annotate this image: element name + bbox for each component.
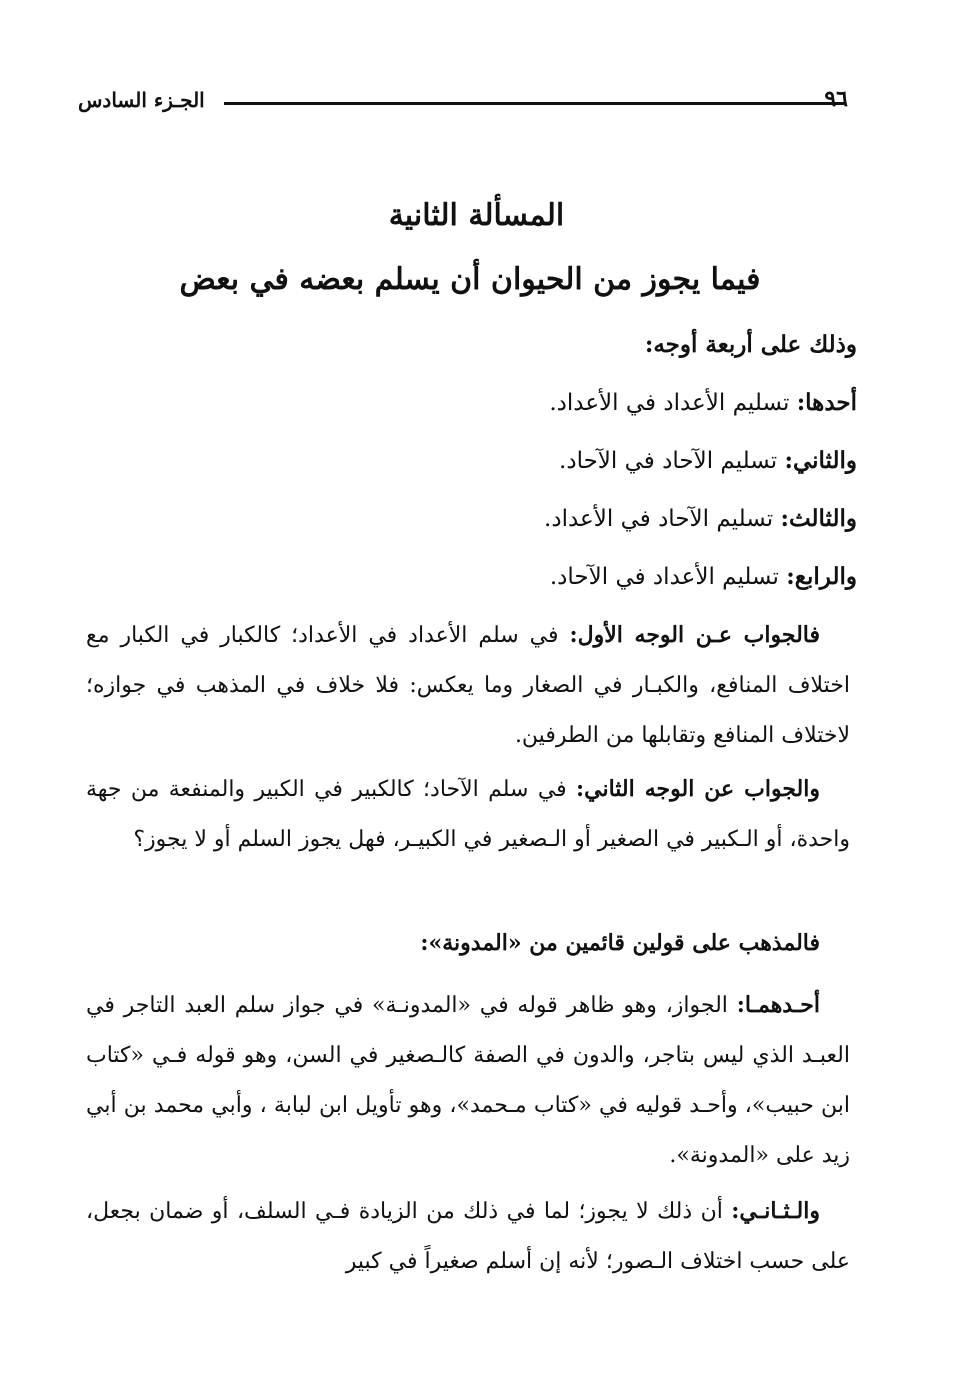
paragraph-lead: والجواب عن الوجه الثاني:: [576, 776, 820, 802]
paragraph: [86, 980, 850, 1181]
paragraph: [86, 764, 850, 865]
item-lead: والثاني:: [784, 447, 857, 474]
paragraph-text: أن ذلك لا يجوز؛ لما في ذلك من الزيادة فـي السلف، أو ضمان بجعل، على حسب اختلاف الـصور؛ لأنه إن أسلم صغيراً في كبير: [86, 1199, 850, 1274]
chapter-title: المسألة الثانية: [388, 198, 565, 233]
item-text: تسليم الأعداد في الأعداد.: [549, 390, 797, 416]
page-header: [78, 82, 848, 122]
list-item: [550, 562, 857, 592]
item-lead: والثالث:: [780, 505, 857, 532]
paragraph-lead: فالمذهب على قولين قائمين من «المدونة»:: [420, 930, 820, 956]
intro-line: [645, 330, 857, 360]
paragraph-lead: فالجواب عـن الوجه الأول:: [569, 622, 820, 648]
paragraph-lead: والـثـانـي:: [731, 1198, 820, 1224]
paragraph: [86, 1186, 850, 1287]
header-rule: [224, 102, 844, 105]
chapter-subtitle: فيما يجوز من الحيوان أن يسلم بعضه في بعض: [179, 262, 761, 297]
list-item: [549, 388, 857, 418]
section-title: الجـزء السادس: [78, 88, 205, 112]
item-text: تسليم الآحاد في الأعداد.: [544, 506, 781, 532]
list-item: [559, 446, 857, 476]
list-item: [544, 504, 857, 534]
intro-text: وذلك على أربعة أوجه:: [644, 331, 857, 358]
item-lead: أحدها:: [796, 389, 857, 416]
item-text: تسليم الأعداد في الآحاد.: [549, 564, 787, 590]
paragraph-text: في سلم الآحاد؛ كالكبير في الكبير والمنفعة من جهة واحدة، أو الـكبير في الصغير أو الـصغير في الكبيـر، فهل يجوز السلم أو لا يجوز؟: [86, 777, 850, 852]
paragraph-text: في سلم الأعداد في الأعداد؛ كالكبار في الكبار مع اختلاف المنافع، والكبـار في الصغار وما يعكس: فلا خلاف في المذهب في جوازه؛ لاختلاف المنافع وتقابلها من الطرفين.: [86, 623, 850, 748]
paragraph: [86, 610, 850, 761]
page-number: ٩٦: [824, 86, 848, 112]
item-lead: والرابع:: [786, 563, 857, 590]
paragraph-lead: أحـدهمـا:: [736, 992, 820, 1018]
item-text: تسليم الآحاد في الآحاد.: [559, 448, 785, 474]
paragraph: [86, 918, 850, 969]
paragraph-text: الجواز، وهو ظاهر قوله في «المدونـة» في جواز سلم العبد التاجر في العبـد الذي ليس بتاجر، والدون في الصفة كالـصغير في السن، وهو قوله فـي «كتاب ابن حبيب»، وأحـد قوليه في «كتاب مـحمد»، وهو تأويل ابن لبابة ، وأبي محمد بن أبي زيد على «المدونة».: [86, 993, 850, 1168]
